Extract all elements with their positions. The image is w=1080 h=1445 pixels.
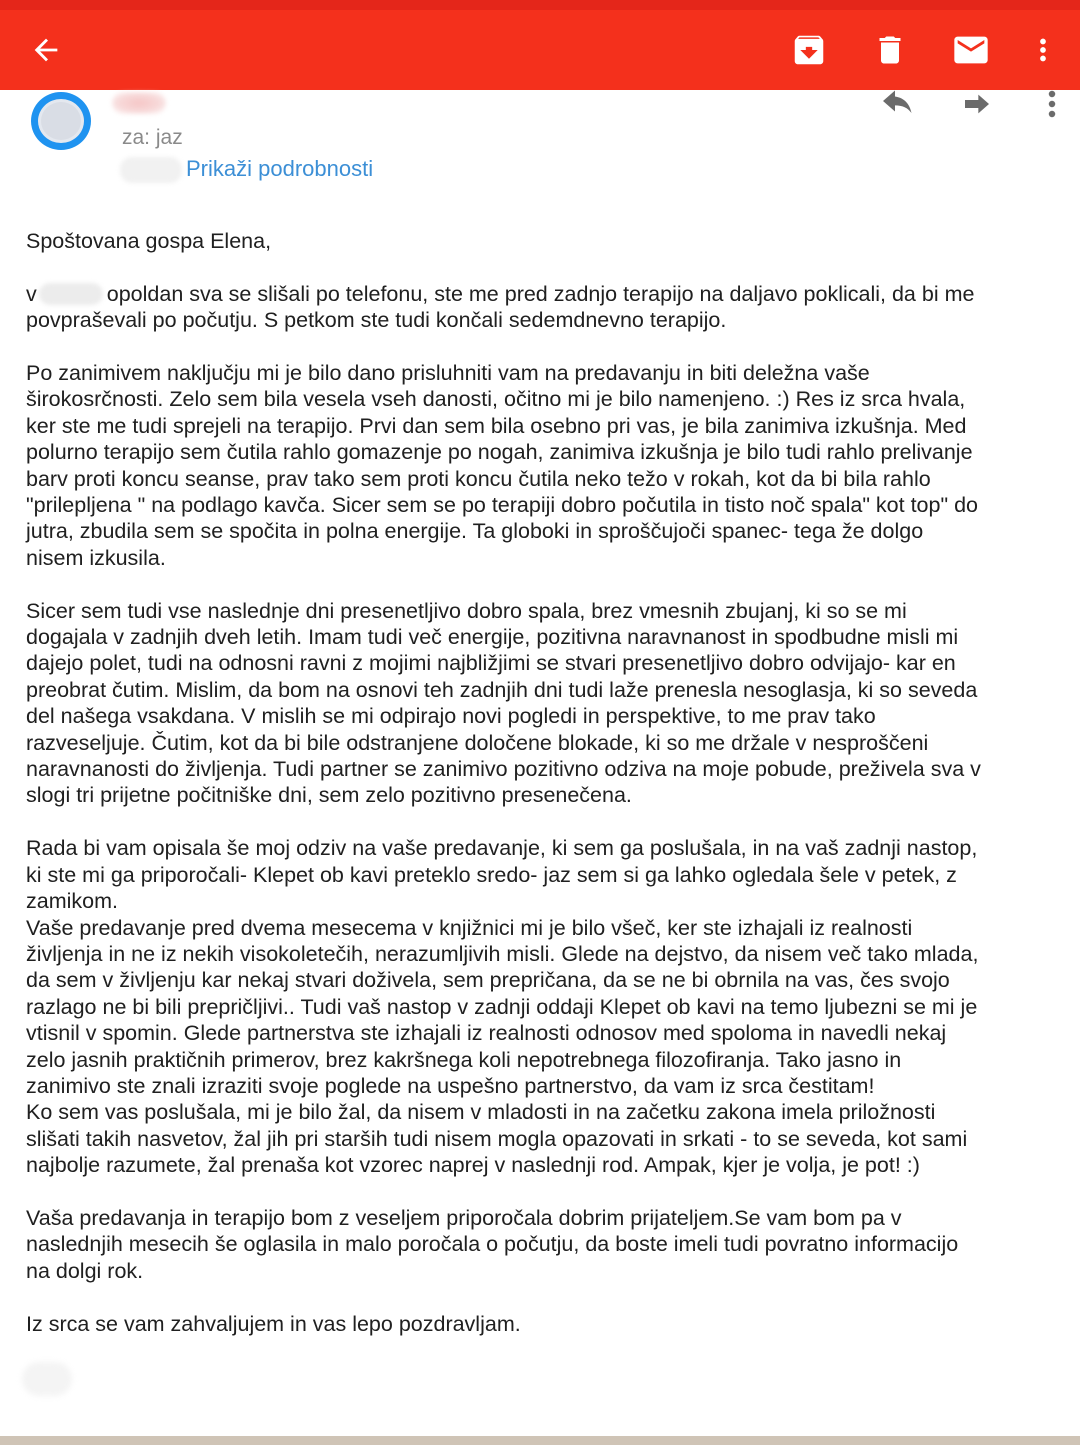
- text-line: povpraševali po počutju. S petkom ste tudi končali sedemdnevno terapijo.: [26, 308, 727, 333]
- recipient-line: za: jaz: [122, 126, 183, 149]
- archive-icon: [790, 31, 828, 69]
- text-line: na dolgi rok.: [26, 1258, 144, 1283]
- more-vert-icon: [1045, 89, 1059, 119]
- text-line: Vaše predavanje pred dvema mesecema v knjižnici mi je bilo všeč, ker ste izhajali iz realnosti: [26, 915, 913, 940]
- text-fragment: v: [26, 281, 37, 306]
- text-line: [26, 281, 1066, 307]
- status-bar: [0, 0, 1080, 10]
- bottom-edge: [0, 1436, 1080, 1445]
- paragraph-2: [26, 360, 1066, 571]
- reply-button[interactable]: [876, 90, 920, 118]
- reply-icon: [880, 89, 916, 119]
- text-line: del našega vsakdana. V mislih se mi odpirajo novi pogledi in perspektive, to me prav tako: [26, 704, 876, 729]
- back-button[interactable]: [18, 22, 74, 78]
- signature-redacted: [22, 1362, 72, 1396]
- paragraph-5: [26, 1205, 1066, 1284]
- text-line: naslednjih mesecih še oglasila in malo poročala o počutju, da boste imeli tudi povratno informacijo: [26, 1232, 959, 1257]
- text-line: Ko sem vas poslušala, mi je bilo žal, da nisem v mladosti in na začetku zakona imela priložnosti: [26, 1100, 936, 1125]
- text-line: da sem v življenju kar nekaj stvari doživela, sem prepričana, da se ne bi obrnila na vas, čes svojo: [26, 968, 950, 993]
- date-redacted: [120, 157, 182, 183]
- forward-button[interactable]: [955, 90, 999, 118]
- text-fragment: opoldan sva se slišali po telefonu, ste me pred zadnjo terapijo na daljavo poklicali, da bi me: [106, 281, 975, 306]
- text-line: Po zanimivem naključju mi je bilo dano prisluhniti vam na predavanju in biti deležna vaše: [26, 361, 870, 385]
- more-vert-icon: [1026, 33, 1060, 67]
- text-line: Sicer sem tudi vse naslednje dni presenetljivo dobro spala, brez vmesnih zbujanj, ki so se mi: [26, 598, 907, 623]
- text-line: širokosrčnosti. Zelo sem bila vesela vseh danosti, očitno mi je bilo namenjeno. :) Res iz srca hvala,: [26, 387, 966, 412]
- text-line: slišati takih nasvetov, žal jih pri starših tudi nisem mogla opazovati in srkati - to se seveda, kot sami: [26, 1126, 968, 1151]
- text-line: polurno terapijo sem čutila rahlo gomazenje po nogah, zanimiva izkušnja je bilo tudi rahlo prelivanje: [26, 440, 973, 465]
- text-line: "prilepljena " na podlago kavča. Sicer sem se po terapiji dobro počutila in tisto noč spala" kot top" do: [26, 493, 978, 518]
- sender-name-redacted: [112, 92, 166, 114]
- text-line: ker ste me tudi sprejeli na terapijo. Prvi dan sem bila osebno pri vas, je bila zanimiva izkušnja. Med: [26, 413, 967, 438]
- text-line: zamikom.: [26, 889, 118, 914]
- closing-line: Iz srca se vam zahvaljujem in vas lepo pozdravljam.: [26, 1311, 521, 1336]
- text-line: Vaša predavanja in terapijo bom z veseljem priporočala dobrim prijateljem.Se vam bom pa v: [26, 1205, 902, 1230]
- greeting: [26, 228, 1066, 254]
- text-line: Rada bi vam opisala še moj odziv na vaše predavanje, ki sem ga poslušala, in na vaš zadnji nastop,: [26, 836, 978, 861]
- text-line: nisem izkusila.: [26, 545, 166, 570]
- mark-unread-button[interactable]: [943, 22, 999, 78]
- message-more-button[interactable]: [1030, 90, 1074, 118]
- message-body: [26, 228, 1066, 1363]
- paragraph-1: [26, 281, 1066, 334]
- archive-button[interactable]: [781, 22, 837, 78]
- app-toolbar: [0, 0, 1080, 90]
- sender-avatar[interactable]: [26, 90, 96, 156]
- text-line: zelo jasnih praktičnih primerov, brez kakršnega koli nepotrebnega filozofiranja. Tako jasno in: [26, 1047, 902, 1072]
- text-line: ki ste mi ga priporočali- Klepet ob kavi preteklo sredo- jaz sem si ga lahko ogledala šele v petek, z: [26, 862, 957, 887]
- message-header: [0, 90, 1080, 200]
- text-line: vtisnil v spomin. Glede partnerstva ste izhajali iz realnosti odnosov med spoloma in navedli nekaj: [26, 1021, 947, 1046]
- forward-icon: [961, 90, 993, 118]
- show-details-link[interactable]: Prikaži podrobnosti: [186, 156, 374, 181]
- back-arrow-icon: [29, 33, 63, 67]
- text-line: najbolje razumete, žal prenaša kot vzorec naprej v naslednji rod. Ampak, kjer je volja, je pot! :): [26, 1153, 920, 1178]
- delete-button[interactable]: [862, 22, 918, 78]
- mail-icon: [951, 30, 991, 70]
- text-line: razlago ne bi bili prepričljivi.. Tudi vaš nastop v zadnji oddaji Klepet ob kavi na temo ljubezni se mi je: [26, 994, 978, 1019]
- greeting-line: Spoštovana gospa Elena,: [26, 229, 272, 253]
- redacted-date: [39, 283, 103, 305]
- text-line: dajejo polet, tudi na odnosni ravni z mojimi najbližjimi se stvari presenetljivo dobro odvijajo- kar en: [26, 651, 956, 676]
- text-line: zanimivo ste znali izraziti svoje poglede na uspešno partnerstvo, da vam iz srca čestitam!: [26, 1073, 875, 1098]
- overflow-menu-button[interactable]: [1015, 22, 1071, 78]
- text-line: dogajala v zadnjih dveh letih. Imam tudi več energije, pozitivna naravnanost in spodbudne misli mi: [26, 625, 959, 650]
- text-line: barv proti koncu seanse, prav tako sem proti koncu čutila neko težo v rokah, kot da bi bila rahlo: [26, 466, 931, 491]
- text-line: jutra, zbudila sem se spočita in polna energije. Ta globoki in sproščujoči spanec- tega že dolgo: [26, 519, 924, 544]
- paragraph-4: [26, 835, 1066, 1178]
- text-line: razveseljuje. Čutim, kot da bi bile odstranjene določene blokade, ki so me držale v nesproščeni: [26, 730, 929, 755]
- text-line: slogi tri prijetne počitniške dni, sem zelo pozitivno presenečena.: [26, 783, 632, 808]
- paragraph-3: [26, 598, 1066, 809]
- avatar-icon: [26, 90, 96, 156]
- text-line: preobrat čutim. Mislim, da bom na osnovi teh zadnjih dni tudi laže prenesla nesoglasja, ki so seveda: [26, 677, 978, 702]
- trash-icon: [872, 32, 908, 68]
- text-line: življenja in ne iz nekih visokoletečih, nerazumljivih misli. Glede na dejstvo, da nisem več tako mlada,: [26, 941, 979, 966]
- text-line: naravnanosti do življenja. Tudi partner se zanimivo pozitivno odziva na moje pobude, preživela sva v: [26, 757, 981, 782]
- closing: [26, 1311, 1066, 1337]
